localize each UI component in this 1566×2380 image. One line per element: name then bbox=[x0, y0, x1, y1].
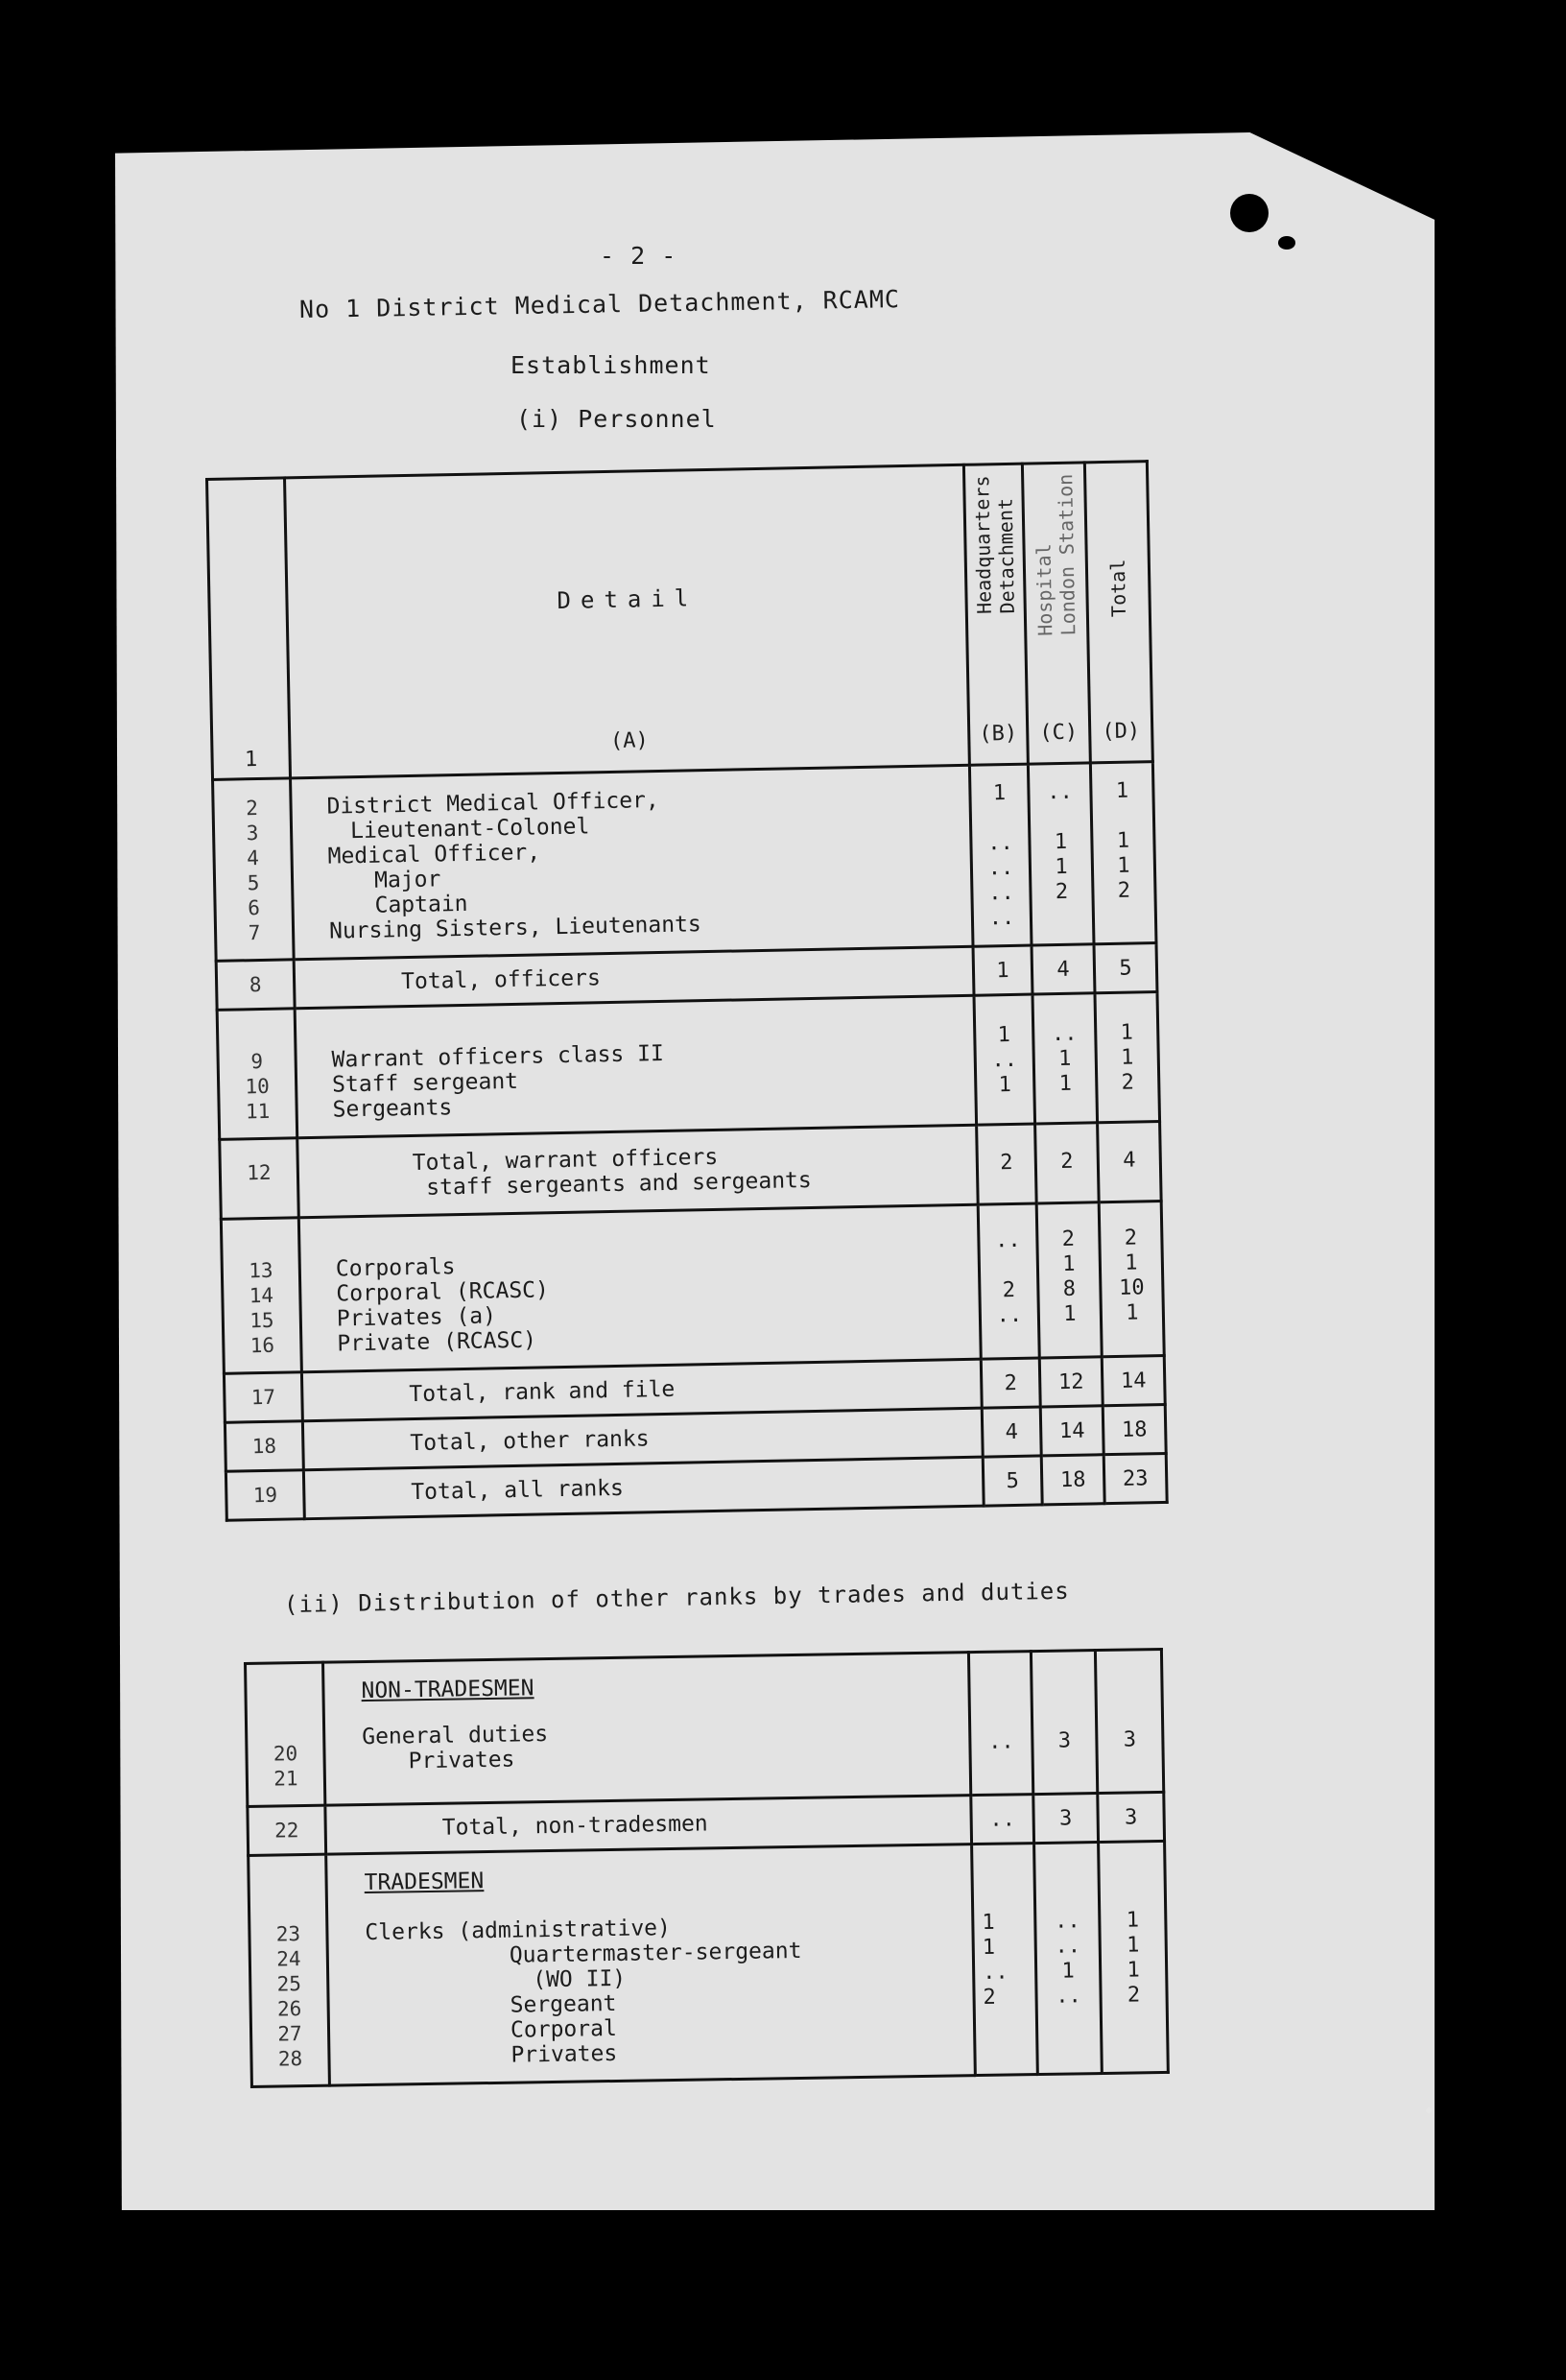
col-d-label: Total bbox=[1105, 559, 1130, 618]
table-row-total-non-tradesmen: 22 Total, non-tradesmen .. 3 3 bbox=[248, 1792, 1165, 1855]
col-b-label-1: Detachment bbox=[993, 497, 1019, 614]
section-personnel-heading: (i) Personnel bbox=[516, 405, 717, 433]
col-a-letter: (A) bbox=[609, 728, 649, 753]
col-c-label-1: London Station bbox=[1054, 473, 1080, 636]
header-col-b bbox=[963, 464, 1028, 765]
table-row-total-nco: 12 Total, warrant officers staff sergeants and sergeants 2 2 4 bbox=[220, 1122, 1161, 1220]
unit-title: No 1 District Medical Detachment, RCAMC bbox=[298, 285, 901, 323]
paper-speck bbox=[1426, 2107, 1432, 2113]
table-row-tradesmen: 23 24 25 26 27 28 TRADESMEN Clerks (administrative) Quartermaster-sergeant (WO II) Sergeant Corporal Privates 1 1 .. 2 .. .. 1 .. 1 1 1 2 bbox=[249, 1841, 1169, 2086]
header-detail-cell bbox=[285, 464, 970, 778]
table-header-row bbox=[207, 462, 1153, 780]
page-number: - 2 - bbox=[600, 242, 677, 270]
col-c-label-2: Hospital bbox=[1032, 543, 1057, 637]
table-row-officers bbox=[213, 762, 1156, 962]
table-row-rank-file: 13 14 15 16 Corporals Corporal (RCASC) Privates (a) Private (RCASC) .. 2 .. 2 1 8 1 2 1 10 1 bbox=[221, 1202, 1164, 1374]
table-row-total-all-ranks: 19 Total, all ranks 5 18 23 bbox=[225, 1453, 1167, 1520]
establishment-heading: Establishment bbox=[510, 351, 711, 379]
tradesmen-heading: TRADESMEN bbox=[364, 1868, 485, 1896]
personnel-table bbox=[205, 460, 1169, 1522]
header-num-cell: 1 bbox=[207, 478, 291, 779]
row-details: District Medical Officer, Lieutenant-Colonel Medical Officer, Major Captain Nursing Sisters, Lieutenants bbox=[291, 765, 973, 960]
distribution-table bbox=[244, 1648, 1170, 2088]
col-b-values: 1 .. .. .. .. bbox=[969, 764, 1032, 946]
col-c-letter: (C) bbox=[1039, 720, 1079, 746]
non-tradesmen-heading: NON-TRADESMEN bbox=[361, 1676, 534, 1704]
header-col-d bbox=[1084, 462, 1152, 763]
punch-hole bbox=[1230, 194, 1269, 232]
col-c-values: .. 1 1 2 bbox=[1028, 763, 1094, 945]
punch-hole-fragment bbox=[1278, 236, 1295, 250]
table-row-non-tradesmen: 20 21 NON-TRADESMEN General duties Privates .. 3 3 bbox=[246, 1649, 1164, 1806]
col-b-letter: (B) bbox=[979, 721, 1018, 747]
section-distribution-heading: (ii) Distribution of other ranks by trades and duties bbox=[283, 1577, 1070, 1618]
col-b-label-2: Headquarters bbox=[970, 475, 996, 615]
col-d-letter: (D) bbox=[1102, 719, 1141, 745]
table-row-total-officers: 8 Total, officers 1 4 5 bbox=[216, 943, 1157, 1011]
row-numbers: 2 3 4 5 6 7 bbox=[213, 778, 295, 962]
header-col-c bbox=[1022, 463, 1090, 764]
table-row-total-other-ranks: 18 Total, other ranks 4 14 18 bbox=[225, 1404, 1166, 1471]
table-row-total-rank-file: 17 Total, rank and file 2 12 14 bbox=[224, 1355, 1165, 1422]
col-d-values: 1 1 1 2 bbox=[1090, 762, 1156, 944]
table-row-nco: 9 10 11 Warrant officers class II Staff sergeant Sergeants 1 .. 1 .. 1 1 1 1 2 bbox=[217, 992, 1159, 1140]
detail-heading: Detail bbox=[557, 584, 699, 614]
